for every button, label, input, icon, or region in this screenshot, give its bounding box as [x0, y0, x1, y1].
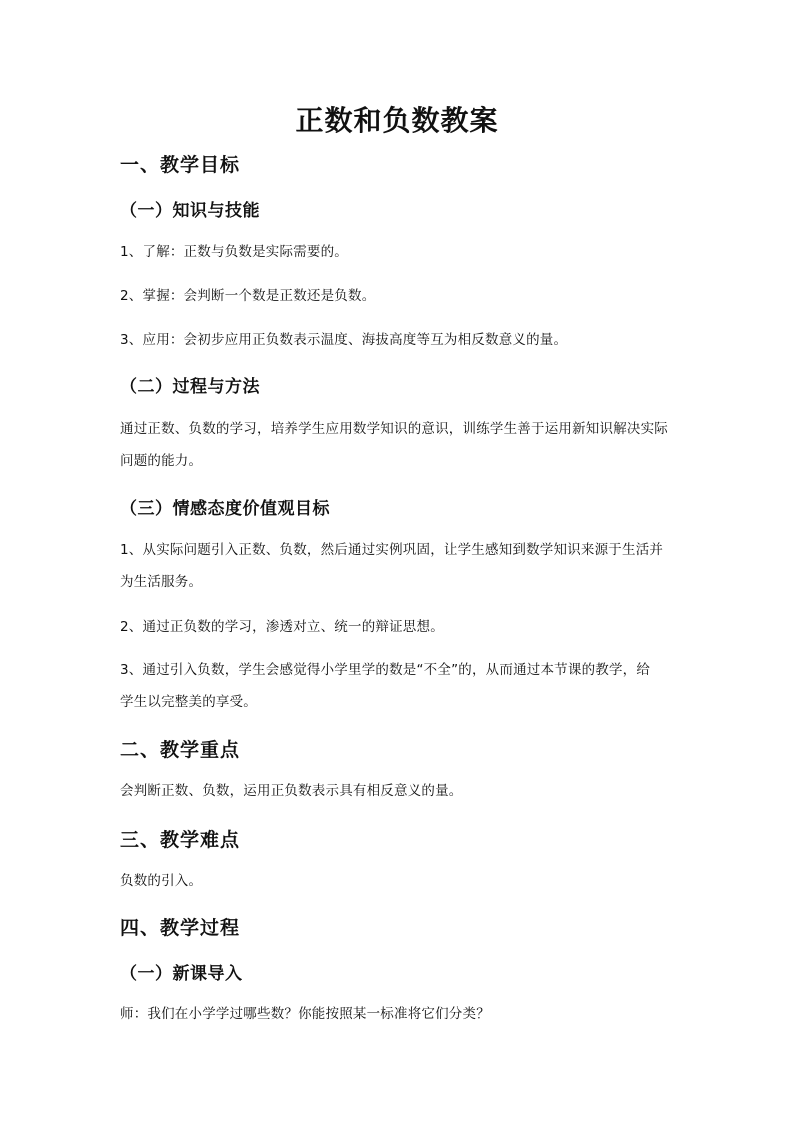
paragraph-line: 为生活服务。	[120, 574, 203, 590]
paragraph-line: 2、通过正负数的学习，渗透对立、统一的辩证思想。	[120, 619, 444, 635]
section-heading-difficulties: 三、教学难点	[120, 829, 241, 851]
subsection-heading-emotional-attitude: （三）情感态度价值观目标	[120, 499, 330, 519]
paragraph-item: 1、了解：正数与负数是实际需要的。	[120, 244, 348, 260]
paragraph-line: 问题的能力。	[120, 453, 203, 469]
paragraph-line: 3、通过引入负数，学生会感觉得小学里学的数是“不全”的，从而通过本节课的教学，给	[120, 662, 651, 678]
paragraph-line: 通过正数、负数的学习，培养学生应用数学知识的意识，训练学生善于运用新知识解决实际	[120, 421, 668, 437]
paragraph-line: 师：我们在小学学过哪些数？你能按照某一标准将它们分类？	[120, 1006, 490, 1022]
subsection-heading-knowledge-skills: （一）知识与技能	[120, 201, 260, 221]
subsection-heading-new-lesson-intro: （一）新课导入	[120, 964, 243, 984]
subsection-heading-process-methods: （二）过程与方法	[120, 377, 260, 397]
paragraph-line: 学生以完整美的享受。	[120, 694, 257, 710]
section-heading-teaching-process: 四、教学过程	[120, 917, 241, 939]
paragraph-line: 1、从实际问题引入正数、负数，然后通过实例巩固，让学生感知到数学知识来源于生活并	[120, 542, 664, 558]
section-heading-teaching-objectives: 一、教学目标	[120, 154, 241, 176]
paragraph-line: 会判断正数、负数，运用正负数表示具有相反意义的量。	[120, 783, 463, 799]
section-heading-key-points: 二、教学重点	[120, 739, 241, 761]
paragraph-line: 负数的引入。	[120, 873, 203, 889]
paragraph-item: 3、应用：会初步应用正负数表示温度、海拔高度等互为相反数意义的量。	[120, 332, 568, 348]
paragraph-item: 2、掌握：会判断一个数是正数还是负数。	[120, 288, 376, 304]
document-title: 正数和负数教案	[295, 104, 499, 137]
